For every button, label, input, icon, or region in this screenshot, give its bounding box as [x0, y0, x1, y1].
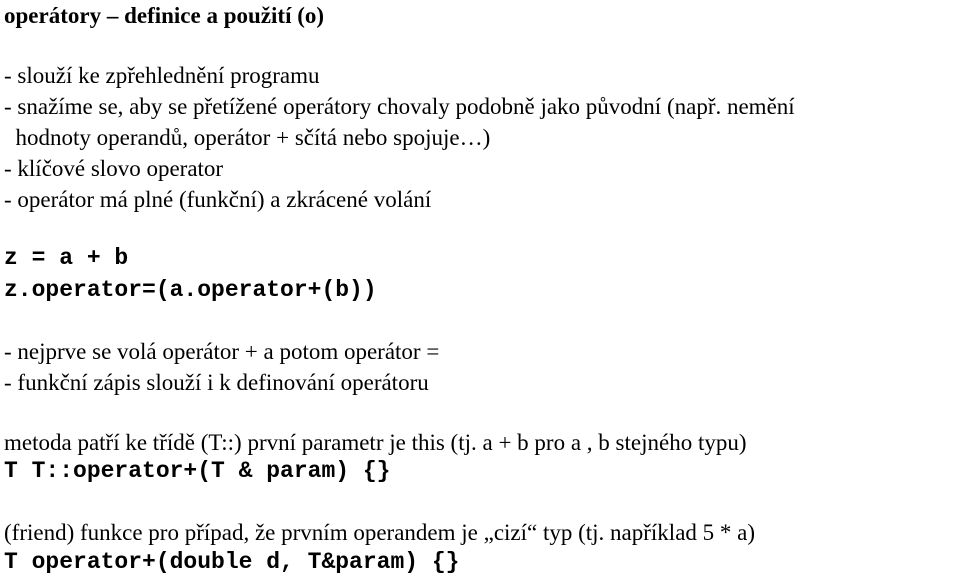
page-title: operátory – definice a použití (o) [4, 3, 325, 28]
bullet-1: - slouží ke zpřehlednění programu [4, 63, 320, 88]
friend-code: T operator+(double d, T&param) {} [4, 549, 460, 575]
bullet-6: - funkční zápis slouží i k definování operátoru [4, 370, 429, 395]
friend-description: (friend) funkce pro případ, že prvním operandem je „cizí“ typ (tj. například 5 * a) [4, 520, 756, 545]
code-line-2: z.operator=(a.operator+(b)) [4, 277, 377, 303]
method-code: T T::operator+(T & param) {} [4, 458, 391, 484]
bullet-5: - nejprve se volá operátor + a potom operátor = [4, 339, 440, 364]
bullet-2: - snažíme se, aby se přetížené operátory chovaly podobně jako původní (např. nemění [4, 94, 795, 119]
method-description: metoda patří ke třídě (T::) první parametr je this (tj. a + b pro a , b stejného typu) [4, 430, 747, 455]
bullet-4: - operátor má plné (funkční) a zkrácené volání [4, 187, 432, 212]
code-line-1: z = a + b [4, 245, 129, 271]
bullet-3: - klíčové slovo operator [4, 156, 224, 181]
bullet-2-continuation: hodnoty operandů, operátor + sčítá nebo spojuje…) [4, 125, 491, 150]
